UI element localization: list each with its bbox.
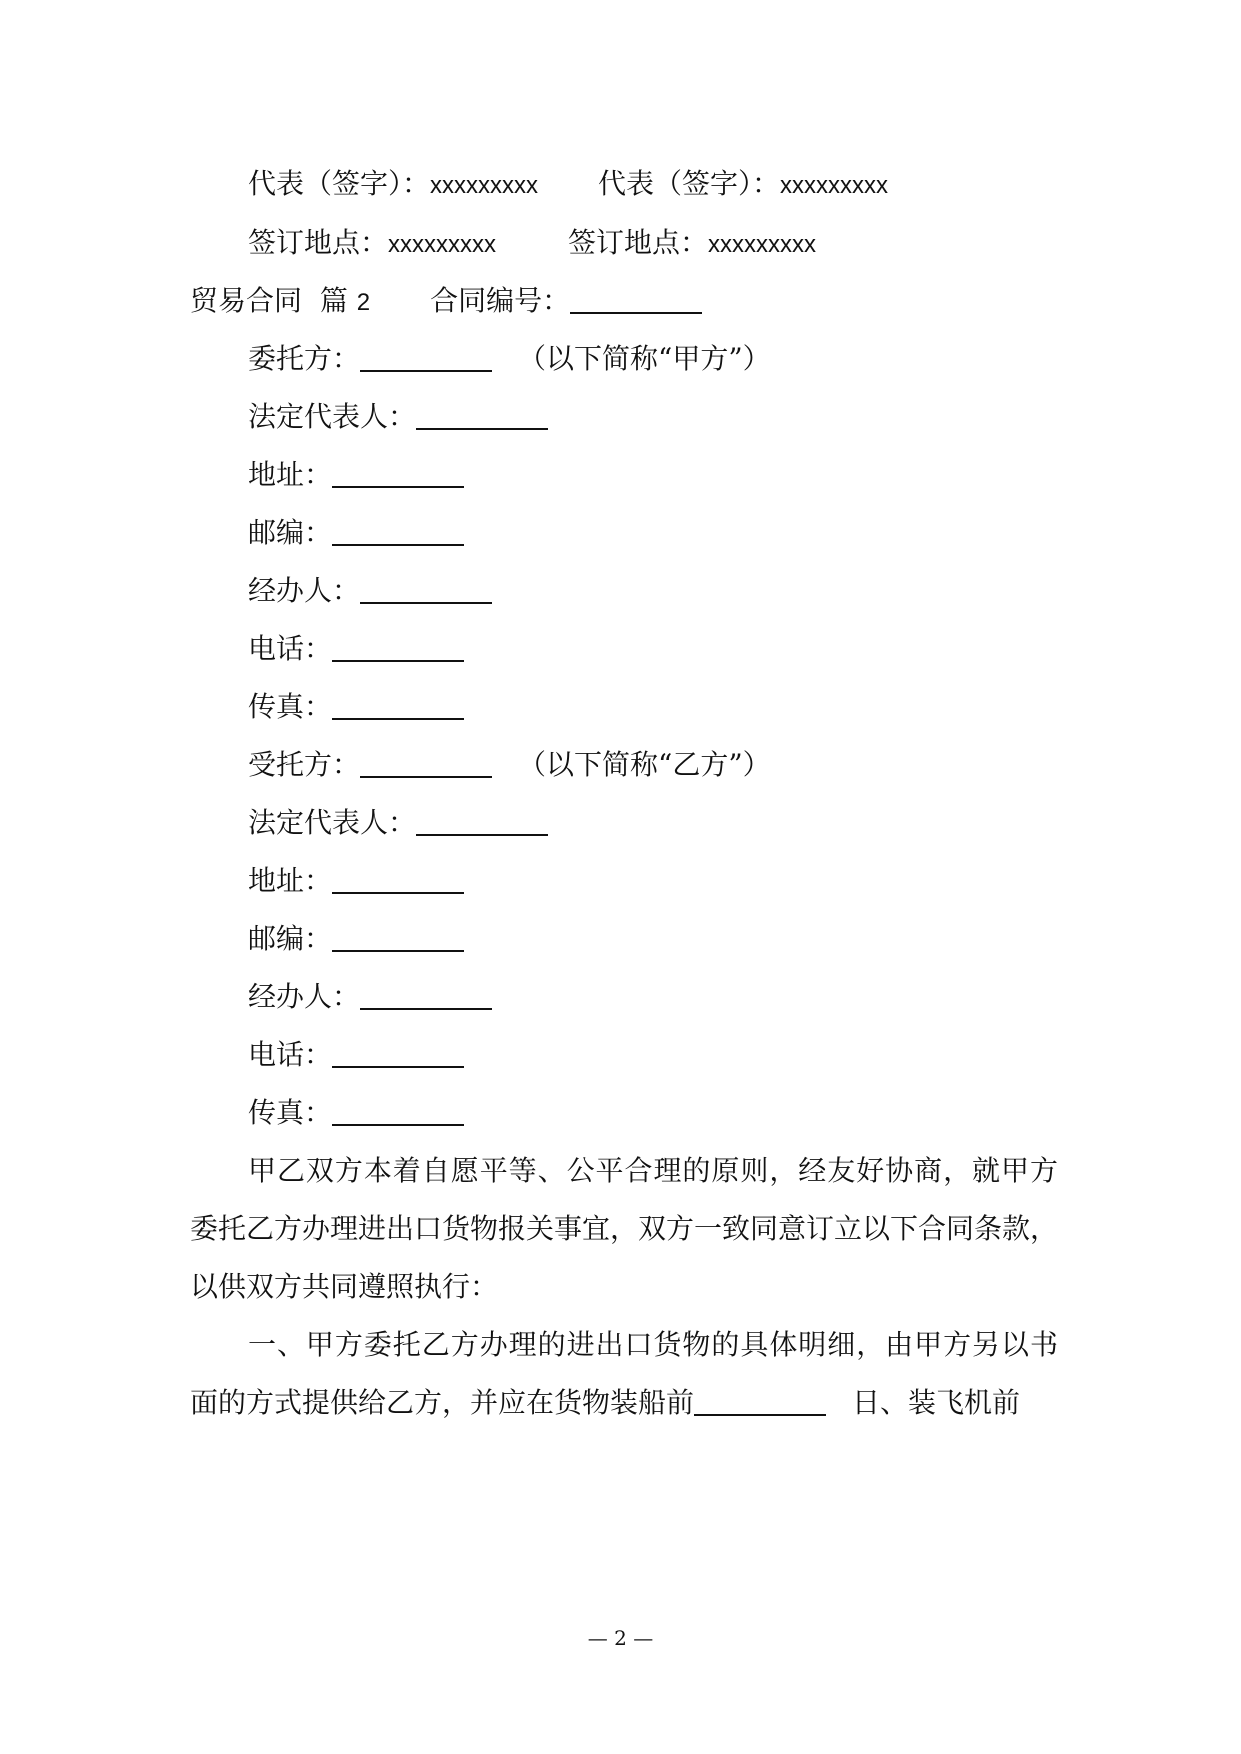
- party-a-phone-row: [248, 629, 464, 669]
- party-a-phone-label: 电话：: [248, 632, 333, 665]
- days-before-shipping-blank: [694, 1384, 826, 1416]
- party-b-phone-row: [248, 1035, 464, 1075]
- contract-no-label: 合同编号：: [430, 284, 571, 317]
- party-b-role-note: （以下简称“乙方”）: [518, 748, 771, 781]
- party-b-postcode-blank: [332, 920, 464, 952]
- party-b-postcode-row: [248, 919, 464, 959]
- party-a-rep-label: 代表（签字）：: [248, 167, 431, 200]
- party-b-legal-rep-row: [248, 803, 548, 843]
- party-a-role-row: [248, 339, 771, 379]
- party-b-fax-label: 传真：: [248, 1096, 333, 1129]
- section-label: 篇: [319, 284, 348, 317]
- party-a-address-label: 地址：: [248, 458, 333, 491]
- party-b-fax-row: [248, 1093, 464, 1133]
- party-a-postcode-label: 邮编：: [248, 516, 333, 549]
- clause-1-text-after: 日、装飞机前: [852, 1386, 1021, 1419]
- party-a-fax-row: [248, 687, 464, 727]
- party-a-role-blank: [360, 340, 492, 372]
- party-b-rep-label: 代表（签字）：: [598, 167, 781, 200]
- party-b-legal-rep-blank: [416, 804, 548, 836]
- party-a-agent-row: [248, 571, 492, 611]
- party-a-place-label: 签订地点：: [248, 226, 389, 259]
- party-b-rep-value: xxxxxxxxx: [780, 172, 889, 199]
- party-b-phone-label: 电话：: [248, 1038, 333, 1071]
- party-b-agent-label: 经办人：: [248, 980, 361, 1013]
- clause-1-text-before: 面的方式提供给乙方，并应在货物装船前: [190, 1386, 695, 1419]
- party-b-address-row: [248, 861, 464, 901]
- party-b-agent-blank: [360, 978, 492, 1010]
- party-a-fax-label: 传真：: [248, 690, 333, 723]
- party-b-address-blank: [332, 862, 464, 894]
- clause-1-line-2: [190, 1383, 1020, 1423]
- intro-line-3: 以供双方共同遵照执行：: [190, 1270, 499, 1303]
- party-a-legal-rep-label: 法定代表人：: [248, 400, 417, 433]
- party-a-rep-value: xxxxxxxxx: [430, 172, 539, 199]
- party-b-postcode-label: 邮编：: [248, 922, 333, 955]
- contract-heading: [190, 281, 702, 323]
- contract-no-blank: [570, 282, 702, 314]
- party-b-legal-rep-label: 法定代表人：: [248, 806, 417, 839]
- party-b-phone-blank: [332, 1036, 464, 1068]
- clause-1-line-1: 一、甲方委托乙方办理的进出口货物的具体明细，由甲方另以书: [248, 1328, 1058, 1361]
- page-number: — 2 —: [587, 1626, 654, 1650]
- party-b-role-label: 受托方：: [248, 748, 361, 781]
- party-b-place-label: 签订地点：: [568, 226, 709, 259]
- party-a-role-note: （以下简称“甲方”）: [518, 342, 771, 375]
- party-a-agent-label: 经办人：: [248, 574, 361, 607]
- party-a-phone-blank: [332, 630, 464, 662]
- party-a-legal-rep-row: [248, 397, 548, 437]
- intro-line-1: 甲乙双方本着自愿平等、公平合理的原则，经友好协商，就甲方: [248, 1154, 1058, 1187]
- party-a-address-row: [248, 455, 464, 495]
- party-a-fax-blank: [332, 688, 464, 720]
- party-a-legal-rep-blank: [416, 398, 548, 430]
- party-a-role-label: 委托方：: [248, 342, 361, 375]
- party-b-agent-row: [248, 977, 492, 1017]
- party-a-postcode-blank: [332, 514, 464, 546]
- party-a-agent-blank: [360, 572, 492, 604]
- party-b-address-label: 地址：: [248, 864, 333, 897]
- section-number: 2: [356, 289, 371, 316]
- party-b-fax-blank: [332, 1094, 464, 1126]
- contract-title: 贸易合同: [190, 284, 303, 317]
- party-a-postcode-row: [248, 513, 464, 553]
- intro-line-2: 委托乙方办理进出口货物报关事宜，双方一致同意订立以下合同条款，: [190, 1212, 1059, 1245]
- party-b-role-blank: [360, 746, 492, 778]
- party-b-role-row: [248, 745, 771, 785]
- representative-signature-row: [248, 164, 888, 206]
- party-a-place-value: xxxxxxxxx: [388, 231, 497, 258]
- signing-place-row: [248, 223, 816, 265]
- party-a-address-blank: [332, 456, 464, 488]
- party-b-place-value: xxxxxxxxx: [708, 231, 817, 258]
